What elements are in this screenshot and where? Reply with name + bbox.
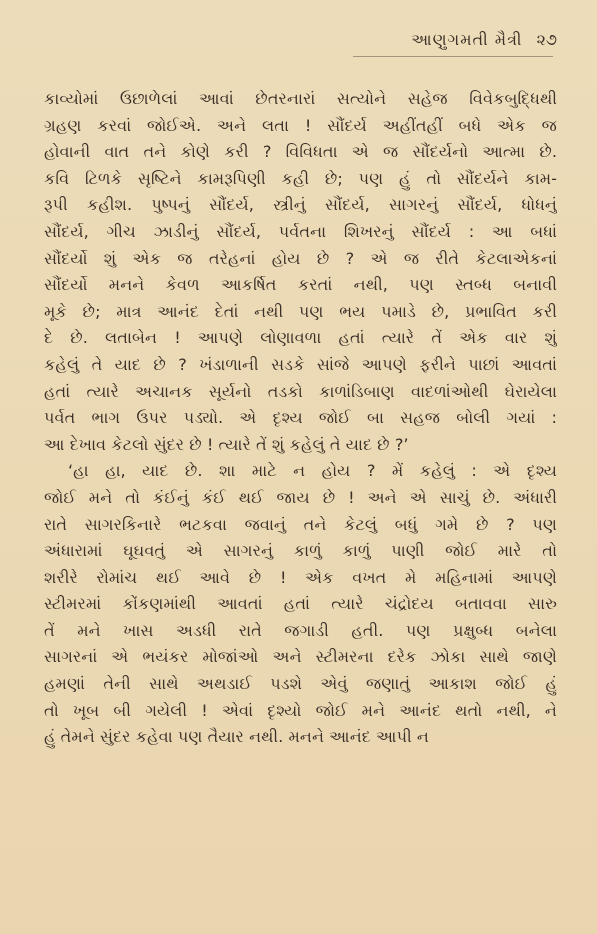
page-number: ૨૭ bbox=[536, 30, 557, 49]
text-line: દે છે. લતાબેન ! આપણે લોણાવળા હતાં ત્યારે તેં એક વાર શું bbox=[44, 328, 557, 348]
text-line: રૂપી કહીશ. પુષ્પનું સૌંદર્ય, સ્ત્રીનું સૌંદર્ય, સાગરનું સૌંદર્ય, ધોધનું bbox=[44, 195, 557, 215]
text-line: ગ્રહણ કરવાં જોઈએ. અને લતા ! સૌંદર્ય અહીંતહીં બધે એક જ bbox=[44, 115, 557, 135]
text-line: સૌંદર્યો શું એક જ તરેહનાં હોય છે ? એ જ રીતે કેટલાએકનાં bbox=[44, 248, 557, 268]
running-title: આણુગમતી મૈત્રી bbox=[411, 30, 523, 49]
text-line: તેં મને ખાસ અડધી રાતે જગાડી હતી. પણ પ્રક્ષુબ્ધ બનેલા bbox=[44, 620, 557, 640]
text-line: કહેલું તે યાદ છે ? ખંડાળાની સડકે સાંજે આપણે ફરીને પાછાં આવતાં bbox=[44, 354, 557, 374]
text-line: અંધારામાં ઘૂઘવતું એ સાગરનું કાળું કાળું પાણી જોઈ મારે તો bbox=[44, 541, 557, 561]
text-line: રાતે સાગરકિનારે ભટકવા જવાનું તને કેટલું બધું ગમે છે ? પણ bbox=[44, 514, 557, 534]
text-line: પર્વત ભાગ ઉપર પડ્યો. એ દૃશ્ય જોઈ બા સહજ બોલી ગયાં : bbox=[44, 408, 557, 428]
paragraph bbox=[44, 86, 557, 458]
text-line: જોઈ મને તો કંઈનું કંઈ થઈ જાય છે ! અને એ સાચું છે. અંધારી bbox=[44, 487, 557, 507]
text-line: સાગરનાં એ ભયંકર મોજાંઓ અને સ્ટીમરના દરેક ઝોકા સાથે જાણે bbox=[44, 647, 557, 667]
body-text bbox=[44, 86, 557, 751]
running-header bbox=[411, 30, 557, 50]
text-line: હતાં ત્યારે અચાનક સૂર્યનો તડકો કાળાંડિબાણ વાદળાંઓથી ઘેરાયેલા bbox=[44, 381, 557, 401]
text-line: મૂકે છે; માત્ર આનંદ દેતાં નથી પણ ભય પમાડે છે, પ્રભાવિત કરી bbox=[44, 301, 557, 321]
text-line: સ્ટીમરમાં કોંકણમાંથી આવતાં હતાં ત્યારે ચંદ્રોદય બતાવવા સારુ bbox=[44, 594, 557, 614]
paragraph bbox=[44, 458, 557, 751]
text-line: ‘હા હા, યાદ છે. શા માટે ન હોય ? મેં કહેલું : એ દૃશ્ય bbox=[68, 461, 557, 481]
text-line: કવિ ટિળકે સૃષ્ટિને કામરૂપિણી કહી છે; પણ હું તો સૌંદર્યને કામ- bbox=[44, 168, 557, 188]
text-line: શરીરે રોમાંચ થઈ આવે છે ! એક વખત મે મહિનામાં આપણે bbox=[44, 567, 557, 587]
text-line: તો ખૂબ બી ગયેલી ! એવાં દૃશ્યો જોઈ મને આનંદ થતો નથી, ને bbox=[44, 700, 557, 720]
text-line: સૌંદર્ય, ગીચ ઝાડીનું સૌંદર્ય, પર્વતના શિખરનું સૌંદર્ય : આ બધાં bbox=[44, 221, 557, 241]
text-line: સૌંદર્યો મનને કેવળ આકર્ષિત કરતાં નથી, પણ સ્તબ્ધ બનાવી bbox=[44, 275, 557, 295]
text-line: હમણાં તેની સાથે અથડાઈ પડશે એવું જણાતું આકાશ જોઈ હું bbox=[44, 674, 557, 694]
header-rule bbox=[353, 56, 553, 61]
text-line: હોવાની વાત તને કોણે કરી ? વિવિધતા એ જ સૌંદર્યનો આત્મા છે. bbox=[44, 142, 557, 162]
text-line: હું તેમને સુંદર કહેવા પણ તૈયાર નથી. મનને આનંદ આપી ન bbox=[44, 727, 429, 747]
text-line: આ દેખાવ કેટલો સુંદર છે ! ત્યારે તેં શું કહેલું તે યાદ છે ?’ bbox=[44, 434, 409, 454]
text-line: કાવ્યોમાં ઉછાળેલાં આવાં છેતરનારાં સત્યોને સહેજ વિવેકબુદ્ધિથી bbox=[44, 89, 557, 108]
